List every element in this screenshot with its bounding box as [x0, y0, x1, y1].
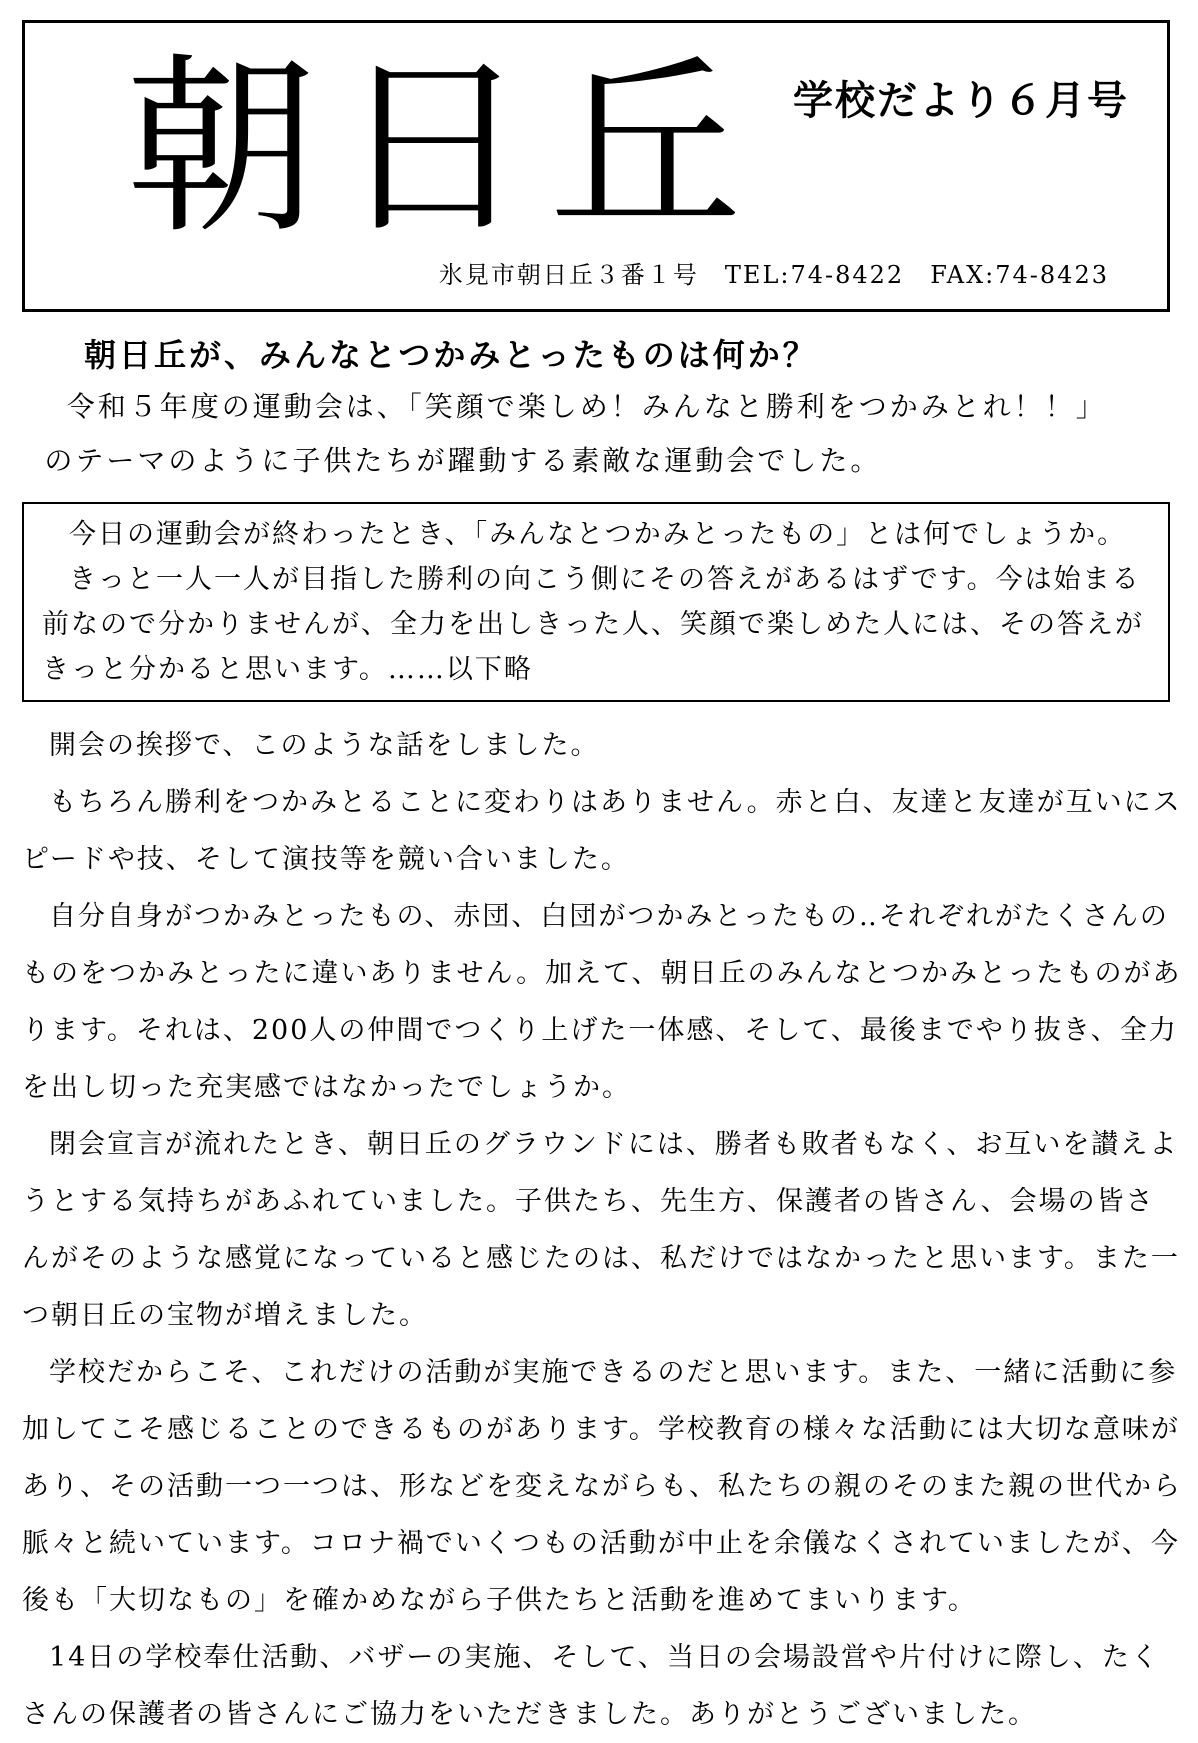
body-paragraph: 自分自身がつかみとったもの、赤団、白団がつかみとったもの‥それぞれがたくさんのものをつかみとったに違いありません。加えて、朝日丘のみんなとつかみとったものがあります。それは、200人の仲間でつくり上げた一体感、そして、最後までやり抜き、全力を出し切った充実感ではなかったでしょうか。	[22, 901, 1182, 1103]
article-body	[22, 717, 1182, 1743]
lead-line: のテーマのように子供たちが躍動する素敵な運動会でした。	[44, 444, 882, 477]
quote-paragraph: 今日の運動会が終わったとき、「みんなとつかみとったもの」とは何でしょうか。	[69, 519, 1127, 550]
quoted-speech-box	[22, 502, 1170, 702]
school-address: 氷見市朝日丘３番１号 TEL:74-8422 FAX:74-8423	[438, 261, 1109, 289]
body-paragraph: 学校だからこそ、これだけの活動が実施できるのだと思います。また、一緒に活動に参加してこそ感じることのできるものがあります。学校教育の様々な活動には大切な意味があり、その活動一つ一つは、形などを変えながらも、私たちの親のそのまた親の世代から脈々と続いています。コロナ禍でいくつもの活動が中止を余儀なくされていましたが、今後も「大切なもの」を確かめながら子供たちと活動を進めてまいります。	[22, 1357, 1182, 1616]
body-paragraph: もちろん勝利をつかみとることに変わりはありません。赤と白、友達と友達が互いにスピードや技、そして演技等を競い合いました。	[22, 787, 1182, 875]
issue-label: 学校だより６月号	[793, 78, 1129, 124]
body-paragraph: 14日の学校奉仕活動、バザーの実施、そして、当日の会場設営や片付けに際し、たくさんの保護者の皆さんにご協力をいただきました。ありがとうございました。	[22, 1642, 1160, 1730]
article-lead	[22, 380, 1182, 488]
quote-paragraph: きっと一人一人が目指した勝利の向こう側にその答えがあるはずです。今は始まる前なので分かりませんが、全力を出しきった人、笑顔で楽しめた人には、その答えがきっと分かると思います。……以下略	[42, 564, 1144, 685]
lead-line: 令和５年度の運動会は、「笑顔で楽しめ！みんなと勝利をつかみとれ！！」	[66, 390, 1107, 423]
masthead-title: 朝日丘	[125, 37, 761, 260]
article-headline: 朝日丘が、みんなとつかみとったものは何か？	[84, 336, 818, 374]
body-paragraph: 閉会宣言が流れたとき、朝日丘のグラウンドには、勝者も敗者もなく、お互いを讃えようとする気持ちがあふれていました。子供たち、先生方、保護者の皆さん、会場の皆さんがそのような感覚になっていると感じたのは、私だけではなかったと思います。また一つ朝日丘の宝物が増えました。	[22, 1129, 1180, 1331]
body-paragraph: 開会の挨拶で、このような話をしました。	[49, 730, 600, 761]
newsletter-header	[22, 20, 1170, 312]
